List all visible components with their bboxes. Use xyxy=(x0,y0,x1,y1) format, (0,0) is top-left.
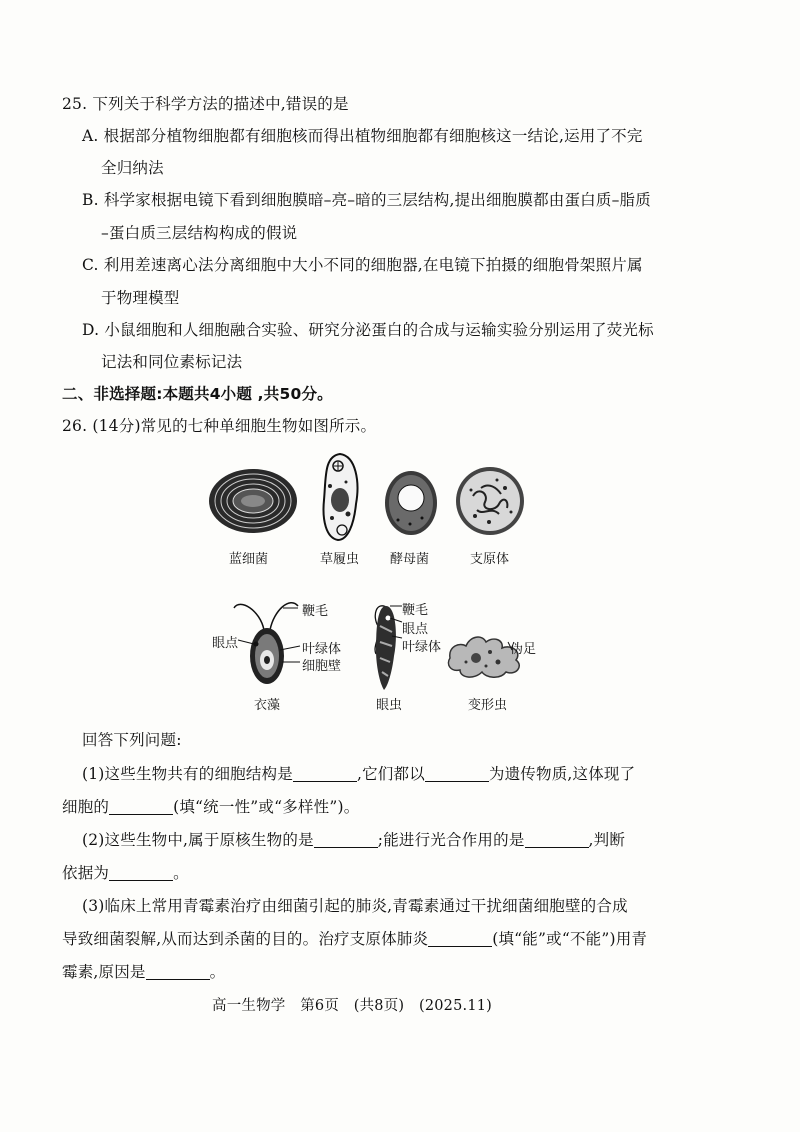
answer-blank-7[interactable] xyxy=(428,932,492,947)
label-euglena: 眼虫 xyxy=(376,698,403,713)
q26-stem: 26. (14分)常见的七种单细胞生物如图所示。 xyxy=(62,417,377,435)
label-cyanobacteria: 蓝细菌 xyxy=(229,552,269,567)
q26-sub2-text-a: (2)这些生物中,属于原核生物的是 xyxy=(82,831,314,849)
chlamy-label-chloroplast: 叶绿体 xyxy=(302,642,342,657)
q26-sub3-text-b: (填“能”或“不能”)用青 xyxy=(492,930,648,948)
q26-sub1-text-e: (填“统一性”或“多样性”)。 xyxy=(173,798,360,816)
euglena-illustration xyxy=(366,596,406,696)
q26-sub3-text-d: 。 xyxy=(209,963,226,981)
answer-blank-5[interactable] xyxy=(525,833,589,848)
q26-sub2-text-e: 。 xyxy=(173,864,189,882)
euglena-label-flagella: 鞭毛 xyxy=(402,603,429,618)
label-amoeba: 变形虫 xyxy=(468,698,508,713)
answer-blank-8[interactable] xyxy=(146,965,210,980)
q25-option-d-line1: D. 小鼠细胞和人细胞融合实验、研究分泌蛋白的合成与运输实验分别运用了荧光标 xyxy=(82,321,654,339)
q25-option-b-line1: B. 科学家根据电镜下看到细胞膜暗–亮–暗的三层结构,提出细胞膜都由蛋白质–脂质 xyxy=(82,191,651,209)
answer-blank-1[interactable] xyxy=(293,767,357,782)
q25-option-a-line2: 全归纳法 xyxy=(101,159,164,177)
chlamy-label-flagella: 鞭毛 xyxy=(302,604,329,619)
euglena-label-eyespot: 眼点 xyxy=(402,622,429,637)
q25-option-c-line2: 于物理模型 xyxy=(101,289,180,307)
chlamy-label-eyespot: 眼点 xyxy=(212,636,239,651)
amoeba-label-pseudopod: 伪足 xyxy=(510,642,537,657)
q26-sub1-line2 xyxy=(62,795,359,817)
euglena-label-chloroplast: 叶绿体 xyxy=(402,640,442,655)
chlamy-label-cell-wall: 细胞壁 xyxy=(302,659,342,674)
paramecium-illustration xyxy=(318,452,362,542)
q26-sub1-text-d: 细胞的 xyxy=(62,798,110,816)
q26-sub2-line2 xyxy=(62,861,189,883)
page-footer: 高一生物学 第6页 (共8页) (2025.11) xyxy=(212,998,493,1014)
q26-sub3-text-a: 导致细菌裂解,从而达到杀菌的目的。治疗支原体肺炎 xyxy=(62,930,429,948)
label-mycoplasma: 支原体 xyxy=(470,552,510,567)
q25-option-b-line2: –蛋白质三层结构构成的假说 xyxy=(101,224,298,242)
q26-sub2-text-b: ;能进行光合作用的是 xyxy=(377,831,525,849)
label-paramecium: 草履虫 xyxy=(320,552,360,567)
answer-blank-4[interactable] xyxy=(314,833,378,848)
answer-blank-3[interactable] xyxy=(109,800,173,815)
answer-blank-2[interactable] xyxy=(425,767,489,782)
q26-sub3-line3 xyxy=(62,960,225,982)
q26-sub3-text-c: 霉素,原因是 xyxy=(62,963,146,981)
q26-sub1-text-a: (1)这些生物共有的细胞结构是 xyxy=(82,765,293,783)
q26-sub3-line2 xyxy=(62,927,647,949)
q25-option-d-line2: 记法和同位素标记法 xyxy=(101,353,243,371)
q26-sub2-text-d: 依据为 xyxy=(62,864,110,882)
label-chlamydomonas: 衣藻 xyxy=(254,698,281,713)
q26-sub1-line1 xyxy=(82,762,635,784)
q26-sub1-text-b: ,它们都以 xyxy=(356,765,425,783)
section-heading: 二、非选择题:本题共4小题 ,共50分。 xyxy=(62,385,333,403)
q26-sub2-text-c: ,判断 xyxy=(588,831,626,849)
q26-sub3-line1: (3)临床上常用青霉素治疗由细菌引起的肺炎,青霉素通过干扰细菌细胞壁的合成 xyxy=(82,897,628,915)
q26-sub2-line1 xyxy=(82,828,625,850)
answer-blank-6[interactable] xyxy=(109,866,173,881)
label-yeast: 酵母菌 xyxy=(390,552,430,567)
yeast-illustration xyxy=(384,470,438,536)
cyanobacteria-illustration xyxy=(208,468,298,534)
q25-option-a-line1: A. 根据部分植物细胞都有细胞核而得出植物细胞都有细胞核这一结论,运用了不完 xyxy=(82,127,643,145)
q26-prompt: 回答下列问题: xyxy=(82,731,182,749)
q25-stem: 25. 下列关于科学方法的描述中,错误的是 xyxy=(62,95,349,113)
mycoplasma-illustration xyxy=(455,466,525,536)
q26-sub1-text-c: 为遗传物质,这体现了 xyxy=(488,765,636,783)
q25-option-c-line1: C. 利用差速离心法分离细胞中大小不同的细胞器,在电镜下拍摄的细胞骨架照片属 xyxy=(82,256,643,274)
